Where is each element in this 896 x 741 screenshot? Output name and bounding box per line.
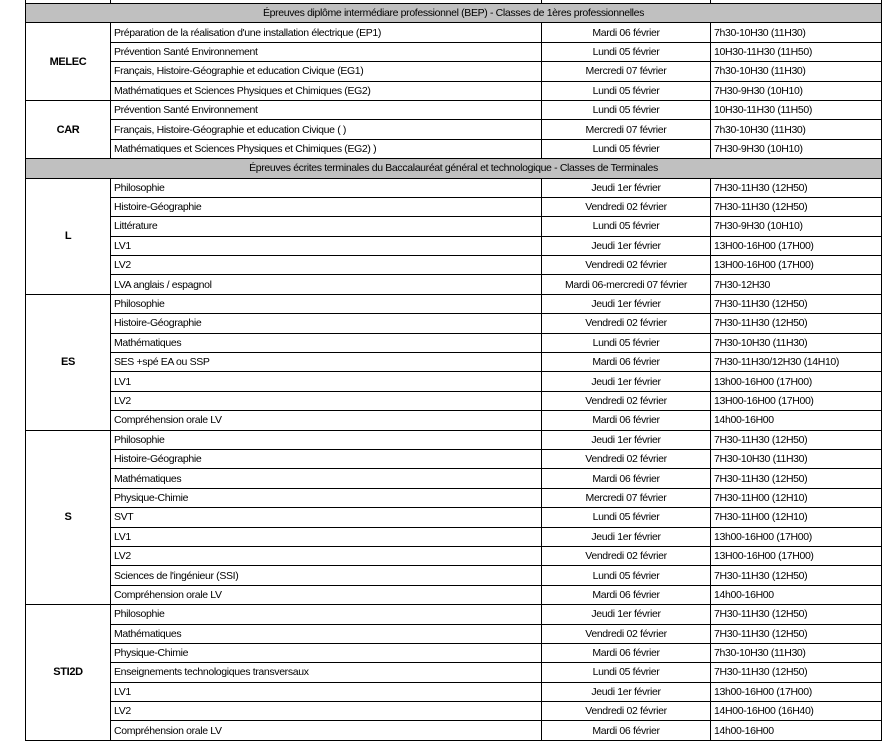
exam-date-cell: Lundi 05 février xyxy=(542,81,711,100)
exam-date-cell: Jeudi 1er février xyxy=(542,430,711,449)
exam-time-cell: 7H30-11H30 (12H50) xyxy=(711,469,882,488)
exam-date-cell: Vendredi 02 février xyxy=(542,624,711,643)
table-row xyxy=(26,527,882,546)
exam-time-cell: 7H30-11H30 (12H50) xyxy=(711,197,882,216)
exam-date-cell: Jeudi 1er février xyxy=(542,682,711,701)
exam-subject-cell: Histoire-Géographie xyxy=(111,314,542,333)
exam-subject-cell: Histoire-Géographie xyxy=(111,449,542,468)
exam-subject-cell: Philosophie xyxy=(111,294,542,313)
exam-date-cell: Mardi 06-mercredi 07 février xyxy=(542,275,711,294)
table-row xyxy=(26,42,882,61)
exam-date-cell: Mardi 06 février xyxy=(542,353,711,372)
exam-date-cell: Jeudi 1er février xyxy=(542,605,711,624)
exam-subject-cell: Littérature xyxy=(111,217,542,236)
exam-time-cell: 7H30-9H30 (10H10) xyxy=(711,81,882,100)
exam-time-cell: 13H00-16H00 (17H00) xyxy=(711,391,882,410)
exam-date-cell: Lundi 05 février xyxy=(542,139,711,158)
table-row xyxy=(26,62,882,81)
exam-subject-cell: Philosophie xyxy=(111,178,542,197)
class-group-label: CAR xyxy=(26,100,111,158)
exam-time-cell: 14h00-16H00 xyxy=(711,585,882,604)
exam-date-cell: Jeudi 1er février xyxy=(542,294,711,313)
exam-time-cell: 7H30-11H30 (12H50) xyxy=(711,314,882,333)
exam-subject-cell: LVA anglais / espagnol xyxy=(111,275,542,294)
exam-date-cell: Lundi 05 février xyxy=(542,217,711,236)
table-row xyxy=(26,643,882,662)
section-title: Épreuves écrites terminales du Baccalauréat général et technologique - Classes de Terminales xyxy=(26,159,882,178)
exam-date-cell: Vendredi 02 février xyxy=(542,449,711,468)
exam-subject-cell: Prévention Santé Environnement xyxy=(111,100,542,119)
exam-time-cell: 7H30-10H30 (11H30) xyxy=(711,333,882,352)
exam-date-cell: Jeudi 1er février xyxy=(542,236,711,255)
exam-date-cell: Lundi 05 février xyxy=(542,100,711,119)
exam-date-cell: Lundi 05 février xyxy=(542,566,711,585)
exam-subject-cell: SES +spé EA ou SSP xyxy=(111,353,542,372)
exam-subject-cell: LV2 xyxy=(111,546,542,565)
exam-time-cell: 14h00-16H00 xyxy=(711,721,882,740)
exam-subject-cell: Mathématiques xyxy=(111,333,542,352)
table-row xyxy=(26,197,882,216)
exam-date-cell: Vendredi 02 février xyxy=(542,391,711,410)
exam-subject-cell: Physique-Chimie xyxy=(111,643,542,662)
exam-subject-cell: Prévention Santé Environnement xyxy=(111,42,542,61)
exam-time-cell: 7h30-10H30 (11H30) xyxy=(711,643,882,662)
class-group-label: L xyxy=(26,178,111,294)
table-row xyxy=(26,120,882,139)
exam-date-cell: Vendredi 02 février xyxy=(542,197,711,216)
exam-schedule-table xyxy=(25,3,882,741)
section-title: Épreuves diplôme intermédiare professionnel (BEP) - Classes de 1ères professionnelles xyxy=(26,4,882,23)
table-row xyxy=(26,178,882,197)
exam-time-cell: 7H30-11H00 (12H10) xyxy=(711,508,882,527)
table-row xyxy=(26,488,882,507)
exam-time-cell: 7H30-11H30 (12H50) xyxy=(711,663,882,682)
table-row xyxy=(26,546,882,565)
exam-subject-cell: Sciences de l'ingénieur (SSI) xyxy=(111,566,542,585)
exam-subject-cell: LV1 xyxy=(111,682,542,701)
exam-subject-cell: Compréhension orale LV xyxy=(111,411,542,430)
table-row xyxy=(26,663,882,682)
exam-time-cell: 7H30-9H30 (10H10) xyxy=(711,139,882,158)
exam-date-cell: Mardi 06 février xyxy=(542,643,711,662)
exam-date-cell: Lundi 05 février xyxy=(542,663,711,682)
table-row xyxy=(26,721,882,740)
exam-time-cell: 7H30-11H30 (12H50) xyxy=(711,430,882,449)
exam-time-cell: 7H30-12H30 xyxy=(711,275,882,294)
exam-time-cell: 13h00-16H00 (17H00) xyxy=(711,527,882,546)
table-row xyxy=(26,81,882,100)
table-row xyxy=(26,449,882,468)
exam-date-cell: Vendredi 02 février xyxy=(542,702,711,721)
exam-time-cell: 7H30-10H30 (11H30) xyxy=(711,449,882,468)
exam-time-cell: 14h00-16H00 xyxy=(711,411,882,430)
table-row xyxy=(26,236,882,255)
table-row xyxy=(26,566,882,585)
exam-subject-cell: Philosophie xyxy=(111,430,542,449)
exam-date-cell: Lundi 05 février xyxy=(542,333,711,352)
table-row xyxy=(26,256,882,275)
exam-time-cell: 7h30-10H30 (11H30) xyxy=(711,62,882,81)
exam-subject-cell: Compréhension orale LV xyxy=(111,585,542,604)
exam-time-cell: 13H00-16H00 (17H00) xyxy=(711,236,882,255)
exam-date-cell: Mardi 06 février xyxy=(542,411,711,430)
section-header-row xyxy=(26,159,882,178)
table-row xyxy=(26,314,882,333)
exam-subject-cell: Préparation de la réalisation d'une installation électrique (EP1) xyxy=(111,23,542,42)
exam-time-cell: 7h30-10H30 (11H30) xyxy=(711,120,882,139)
exam-subject-cell: Mathématiques xyxy=(111,624,542,643)
exam-subject-cell: Mathématiques et Sciences Physiques et Chimiques (EG2) xyxy=(111,81,542,100)
exam-subject-cell: LV1 xyxy=(111,236,542,255)
exam-date-cell: Mardi 06 février xyxy=(542,585,711,604)
table-row xyxy=(26,23,882,42)
exam-subject-cell: Enseignements technologiques transversaux xyxy=(111,663,542,682)
exam-time-cell: 7H30-11H00 (12H10) xyxy=(711,488,882,507)
exam-time-cell: 7H30-9H30 (10H10) xyxy=(711,217,882,236)
table-row xyxy=(26,333,882,352)
exam-date-cell: Mercredi 07 février xyxy=(542,62,711,81)
exam-time-cell: 7H30-11H30 (12H50) xyxy=(711,624,882,643)
exam-date-cell: Vendredi 02 février xyxy=(542,314,711,333)
exam-subject-cell: LV2 xyxy=(111,391,542,410)
table-row xyxy=(26,605,882,624)
table-row xyxy=(26,275,882,294)
exam-date-cell: Mercredi 07 février xyxy=(542,120,711,139)
exam-time-cell: 7H30-11H30/12H30 (14H10) xyxy=(711,353,882,372)
exam-date-cell: Jeudi 1er février xyxy=(542,527,711,546)
exam-date-cell: Mardi 06 février xyxy=(542,469,711,488)
section-header-row xyxy=(26,4,882,23)
table-row xyxy=(26,585,882,604)
exam-time-cell: 10H30-11H30 (11H50) xyxy=(711,100,882,119)
class-group-label: MELEC xyxy=(26,23,111,101)
exam-subject-cell: Histoire-Géographie xyxy=(111,197,542,216)
exam-date-cell: Jeudi 1er février xyxy=(542,178,711,197)
class-group-label: S xyxy=(26,430,111,605)
table-row xyxy=(26,508,882,527)
exam-date-cell: Mardi 06 février xyxy=(542,23,711,42)
exam-date-cell: Mardi 06 février xyxy=(542,721,711,740)
exam-subject-cell: Compréhension orale LV xyxy=(111,721,542,740)
exam-date-cell: Vendredi 02 février xyxy=(542,256,711,275)
table-row xyxy=(26,294,882,313)
exam-subject-cell: Français, Histoire-Géographie et education Civique ( ) xyxy=(111,120,542,139)
exam-date-cell: Lundi 05 février xyxy=(542,42,711,61)
exam-time-cell: 13h00-16H00 (17H00) xyxy=(711,372,882,391)
exam-subject-cell: Philosophie xyxy=(111,605,542,624)
table-row xyxy=(26,702,882,721)
exam-time-cell: 14H00-16H00 (16H40) xyxy=(711,702,882,721)
exam-subject-cell: LV1 xyxy=(111,372,542,391)
exam-time-cell: 7H30-11H30 (12H50) xyxy=(711,178,882,197)
exam-subject-cell: Mathématiques xyxy=(111,469,542,488)
table-row xyxy=(26,624,882,643)
exam-time-cell: 13h00-16H00 (17H00) xyxy=(711,682,882,701)
exam-time-cell: 7h30-10H30 (11H30) xyxy=(711,23,882,42)
table-row xyxy=(26,411,882,430)
table-row xyxy=(26,353,882,372)
exam-subject-cell: SVT xyxy=(111,508,542,527)
exam-time-cell: 13H00-16H00 (17H00) xyxy=(711,546,882,565)
exam-date-cell: Mercredi 07 février xyxy=(542,488,711,507)
table-row xyxy=(26,139,882,158)
exam-time-cell: 10H30-11H30 (11H50) xyxy=(711,42,882,61)
exam-subject-cell: LV2 xyxy=(111,256,542,275)
exam-date-cell: Jeudi 1er février xyxy=(542,372,711,391)
table-row xyxy=(26,391,882,410)
class-group-label: STI2D xyxy=(26,605,111,741)
exam-time-cell: 13H00-16H00 (17H00) xyxy=(711,256,882,275)
exam-time-cell: 7H30-11H30 (12H50) xyxy=(711,294,882,313)
exam-subject-cell: Français, Histoire-Géographie et education Civique (EG1) xyxy=(111,62,542,81)
exam-time-cell: 7H30-11H30 (12H50) xyxy=(711,566,882,585)
exam-date-cell: Lundi 05 février xyxy=(542,508,711,527)
table-row xyxy=(26,217,882,236)
exam-subject-cell: LV1 xyxy=(111,527,542,546)
table-row xyxy=(26,430,882,449)
table-row xyxy=(26,100,882,119)
table-row xyxy=(26,682,882,701)
table-row xyxy=(26,372,882,391)
exam-date-cell: Vendredi 02 février xyxy=(542,546,711,565)
exam-subject-cell: Mathématiques et Sciences Physiques et Chimiques (EG2) ) xyxy=(111,139,542,158)
exam-subject-cell: LV2 xyxy=(111,702,542,721)
exam-time-cell: 7H30-11H30 (12H50) xyxy=(711,605,882,624)
exam-subject-cell: Physique-Chimie xyxy=(111,488,542,507)
table-row xyxy=(26,469,882,488)
class-group-label: ES xyxy=(26,294,111,430)
